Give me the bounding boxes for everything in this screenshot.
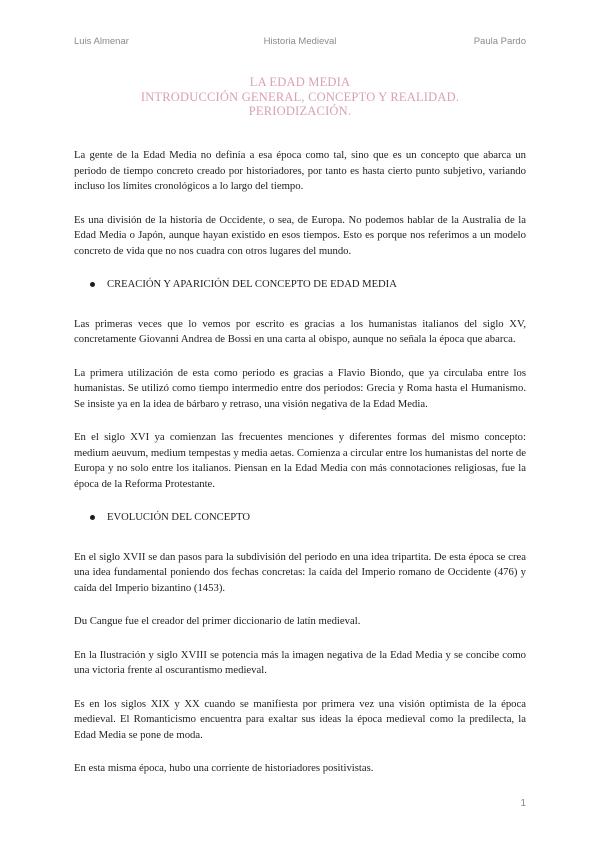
paragraph: En el siglo XVII se dan pasos para la subdivisión del periodo en una idea tripartita. De esta época se crea una idea fundamental poniendo dos fechas concretas: la caída del Imperio romano de Occidente (476) y caída del Imperio bizantino (1453). [74,550,526,594]
paragraph: Du Cangue fue el creador del primer diccionario de latín medieval. [74,615,361,627]
section-heading: CREACIÓN Y APARICIÓN DEL CONCEPTO DE EDAD MEDIA [107,279,397,290]
title-line-3: PERIODIZACIÓN. [248,104,352,118]
section-bullet [90,277,526,293]
document-body [74,148,526,795]
header-author-right: Paula Pardo [473,36,526,47]
page-number: 1 [520,798,526,809]
title-line-1: LA EDAD MEDIA [249,75,351,89]
document-title [74,75,526,119]
paragraph: En el siglo XVI ya comienzan las frecuentes menciones y diferentes formas del mismo concepto: medium aeuvum, medium tempestas y media aetas. Comienza a circular entre los humanistas del norte de Europa y no solo entre los italianos. Piensan en la Edad Media con más connotaciones religiosas, fue la época de la Reforma Protestante. [74,431,526,490]
paragraph: Es en los siglos XIX y XX cuando se manifiesta por primera vez una visión optimista de la época medieval. El Romanticismo encuentra para exaltar sus ideas la época medieval como la predilecta, la Edad Media se pone de moda. [74,697,526,741]
section-heading: EVOLUCIÓN DEL CONCEPTO [107,512,251,523]
paragraph: Las primeras veces que lo vemos por escrito es gracias a los humanistas italianos del siglo XV, concretamente Giovanni Andrea de Bossi en una carta al obispo, aunque no señala la época que abarca. [74,317,526,345]
title-line-2: INTRODUCCIÓN GENERAL, CONCEPTO Y REALIDAD. [140,89,460,104]
paragraph: La primera utilización de esta como periodo es gracias a Flavio Biondo, que ya circulaba entre los humanistas. Se utilizó como tiempo intermedio entre dos periodos: Grecia y Roma hasta el Humanismo. Se insiste ya en la idea de bárbaro y retraso, una visión negativa de la Edad Media. [74,366,526,410]
bullet-dot-icon [90,515,95,520]
paragraph: En esta misma época, hubo una corriente de historiadores positivistas. [74,762,374,774]
paragraph: Es una división de la historia de Occidente, o sea, de Europa. No podemos hablar de la Australia de la Edad Media o Japón, aunque hayan existido en esos tiempos. Esto es porque nos referimos a un modelo concreto de vida que no nos cuadra con otros lugares del mundo. [74,213,526,257]
paragraph: En la Ilustración y siglo XVIII se potencia más la imagen negativa de la Edad Media y se concibe como una victoria frente al oscurantismo medieval. [74,648,526,676]
bullet-dot-icon [90,282,95,287]
section-bullet [90,510,526,526]
paragraph: La gente de la Edad Media no definía a esa época como tal, sino que es un concepto que abarca un periodo de tiempo concreto creado por historiadores, por tanto es hasta cierto punto subjetivo, variando incluso los límites cronológicos a lo largo del tiempo. [74,149,526,192]
header-author-left: Luis Almenar [74,36,129,47]
header-subject: Historia Medieval [263,36,337,47]
